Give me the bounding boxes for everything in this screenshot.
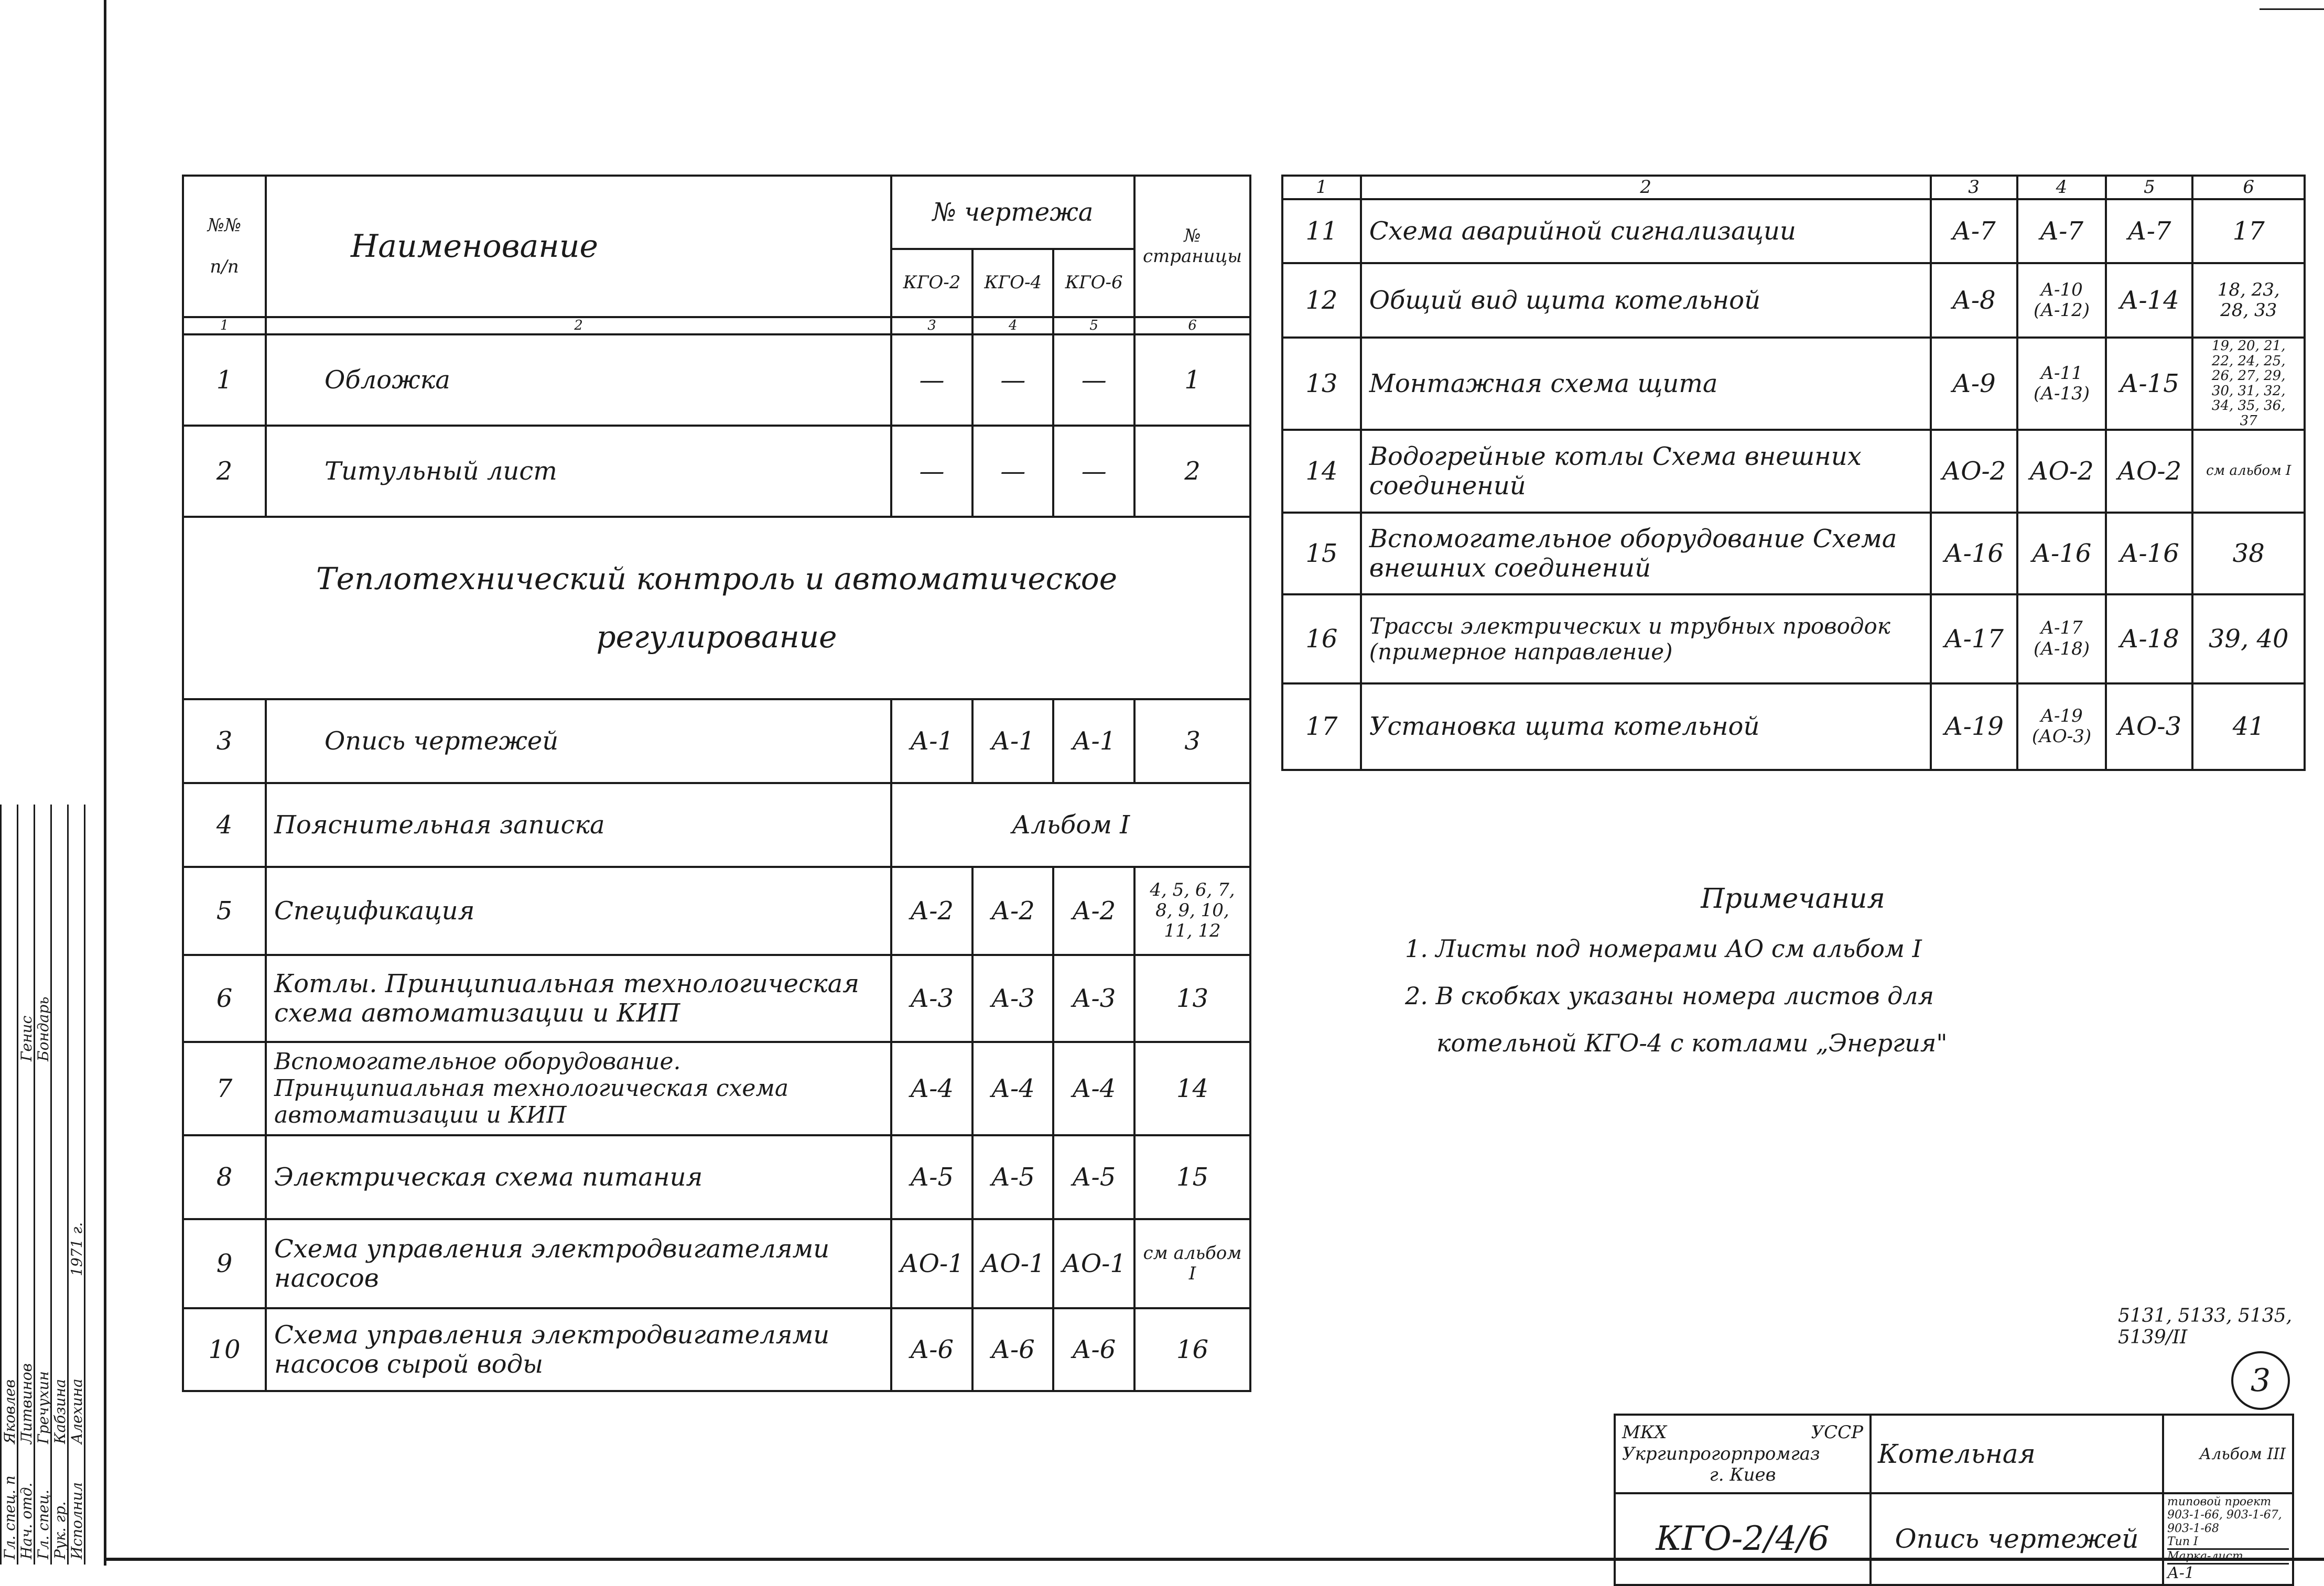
row-name: Вспомогательное оборудование. Принципиальная технологическая схема автоматизации и КИП [266, 1042, 891, 1135]
row-kgo4: А-16 [2017, 513, 2106, 594]
row-kgo2: А-16 [1931, 513, 2017, 594]
column-index: 1 [1282, 176, 1361, 199]
row-kgo4: АО-1 [972, 1219, 1053, 1308]
row-kgo6: А-4 [1053, 1042, 1134, 1135]
row-name: Схема управления электродвигателями насосов сырой воды [266, 1308, 891, 1391]
row-kgo4: А-1 [972, 699, 1053, 783]
table-row [1282, 338, 2305, 430]
note-item: котельной КГО-4 с котлами „Энергия" [1436, 1028, 1948, 1057]
row-number: 9 [183, 1219, 266, 1308]
row-number: 4 [183, 783, 266, 867]
header-drawing-number: № чертежа [891, 176, 1134, 249]
row-name: Общий вид щита котельной [1361, 263, 1931, 338]
title-block [1614, 1414, 2294, 1586]
row-page: 18, 23, 28, 33 [2192, 263, 2305, 338]
album-label: Альбом III [2163, 1415, 2293, 1493]
notes-title: Примечания [1701, 883, 1885, 915]
row-page: 13 [1134, 955, 1250, 1042]
row-kgo2: А-9 [1931, 338, 2017, 430]
signature-name: Яковлев [1, 1379, 18, 1444]
row-kgo2: АО-2 [1931, 430, 2017, 513]
column-index: 6 [2192, 176, 2305, 199]
row-number: 8 [183, 1135, 266, 1219]
table-row [183, 783, 1250, 867]
column-index: 2 [1361, 176, 1931, 199]
row-number: 16 [1282, 594, 1361, 683]
object-name: Котельная [1871, 1415, 2163, 1493]
row-kgo4: А-3 [972, 955, 1053, 1042]
organization-city: г. Киев [1709, 1464, 1776, 1486]
row-name: Спецификация [266, 867, 891, 955]
signature-date: 1971 г. [68, 1222, 85, 1276]
row-name: Электрическая схема питания [266, 1135, 891, 1219]
row-page: 38 [2192, 513, 2305, 594]
row-kgo6: АО-3 [2106, 683, 2192, 770]
row-kgo6: А-5 [1053, 1135, 1134, 1219]
row-kgo2: А-19 [1931, 683, 2017, 770]
document-numbers: 5131, 5133, 5135, 5139/II [2118, 1305, 2293, 1348]
row-name: Обложка [266, 334, 891, 426]
project-cell [2163, 1493, 2293, 1585]
row-kgo4: А-7 [2017, 199, 2106, 263]
row-page: 2 [1134, 426, 1250, 517]
row-kgo2: А-6 [891, 1308, 972, 1391]
row-kgo4: А-2 [972, 867, 1053, 955]
table-row [1282, 683, 2305, 770]
table-row [1282, 263, 2305, 338]
signature-name: Алехина [68, 1378, 85, 1444]
column-index: 5 [1053, 317, 1134, 334]
row-kgo6: А-1 [1053, 699, 1134, 783]
table-row [183, 1135, 1250, 1219]
row-page: 1 [1134, 334, 1250, 426]
header-number-bottom: п/п [210, 256, 239, 277]
header-number-top: №№ [207, 214, 242, 236]
column-index: 4 [972, 317, 1053, 334]
project-numbers: 903-1-66, 903-1-67, 903-1-68 [2167, 1508, 2282, 1535]
row-number: 12 [1282, 263, 1361, 338]
row-number: 2 [183, 426, 266, 517]
subheader-kgo2: КГО-2 [891, 249, 972, 317]
organization-ministry: МКХ [1622, 1421, 1667, 1443]
row-name: Водогрейные котлы Схема внешних соединений [1361, 430, 1931, 513]
table-row [1282, 430, 2305, 513]
row-page: см альбом I [1134, 1219, 1250, 1308]
row-kgo2: А-8 [1931, 263, 2017, 338]
notes-block [1405, 873, 2087, 1067]
row-number: 5 [183, 867, 266, 955]
signature-extra: Бондарь [35, 996, 52, 1061]
row-kgo2: А-1 [891, 699, 972, 783]
row-page: 14 [1134, 1042, 1250, 1135]
project-type: типовой проект [2167, 1495, 2272, 1508]
table-row [1282, 594, 2305, 683]
row-kgo6: А-16 [2106, 513, 2192, 594]
signature-role: Гл. спец. п [1, 1475, 18, 1559]
drawing-title: Опись чертежей [1871, 1493, 2163, 1585]
signature-role: Нач. отд. [18, 1482, 35, 1559]
column-index: 3 [891, 317, 972, 334]
row-kgo6: — [1053, 426, 1134, 517]
row-kgo2: А-7 [1931, 199, 2017, 263]
signature-role: Гл. спец. [35, 1490, 52, 1559]
row-kgo4: А-6 [972, 1308, 1053, 1391]
row-kgo2: АО-1 [891, 1219, 972, 1308]
row-number: 11 [1282, 199, 1361, 263]
organization-republic: УССР [1811, 1421, 1863, 1443]
header-page-number: № страницы [1134, 176, 1250, 317]
row-number: 15 [1282, 513, 1361, 594]
project-tip: Тип I [2167, 1535, 2198, 1548]
row-name: Титульный лист [266, 426, 891, 517]
table-row [183, 334, 1250, 426]
table-row [183, 867, 1250, 955]
row-name: Вспомогательное оборудование Схема внешних соединений [1361, 513, 1931, 594]
column-index: 4 [2017, 176, 2106, 199]
table-row [1282, 199, 2305, 263]
row-name: Трассы электрических и трубных проводок (примерное направление) [1361, 594, 1931, 683]
mark-value: А-1 [2167, 1563, 2289, 1583]
row-name: Монтажная схема щита [1361, 338, 1931, 430]
row-page: 3 [1134, 699, 1250, 783]
row-number: 7 [183, 1042, 266, 1135]
row-kgo6: А-2 [1053, 867, 1134, 955]
drawings-index-table-right [1281, 175, 2306, 771]
note-item: 2. В скобках указаны номера листов для [1405, 982, 1934, 1011]
row-kgo4: — [972, 334, 1053, 426]
row-page: 19, 20, 21, 22, 24, 25, 26, 27, 29, 30, 31, 32, 34, 35, 36, 37 [2192, 338, 2305, 430]
frame-left-border [104, 0, 106, 1566]
column-index: 6 [1134, 317, 1250, 334]
row-name: Установка щита котельной [1361, 683, 1931, 770]
row-kgo4: А-10 (А-12) [2017, 263, 2106, 338]
row-kgo6: АО-1 [1053, 1219, 1134, 1308]
row-kgo2: — [891, 426, 972, 517]
table-row [1282, 513, 2305, 594]
row-number: 17 [1282, 683, 1361, 770]
row-kgo2: А-5 [891, 1135, 972, 1219]
organization-cell [1615, 1415, 1871, 1493]
column-index: 5 [2106, 176, 2192, 199]
header-name: Наименование [266, 176, 891, 317]
row-kgo2: А-17 [1931, 594, 2017, 683]
row-page: 39, 40 [2192, 594, 2305, 683]
row-kgo6: А-18 [2106, 594, 2192, 683]
row-page: 16 [1134, 1308, 1250, 1391]
table-row [183, 1042, 1250, 1135]
column-index: 3 [1931, 176, 2017, 199]
row-kgo4: А-17 (А-18) [2017, 594, 2106, 683]
column-index: 2 [266, 317, 891, 334]
signature-extra: Генис [18, 1015, 35, 1061]
row-name: Котлы. Принципиальная технологическая схема автоматизации и КИП [266, 955, 891, 1042]
section-heading: Теплотехнический контроль и автоматическое регулирование [183, 517, 1250, 699]
row-number: 14 [1282, 430, 1361, 513]
row-page: 4, 5, 6, 7, 8, 9, 10, 11, 12 [1134, 867, 1250, 955]
table-row [183, 1219, 1250, 1308]
row-kgo2: — [891, 334, 972, 426]
row-kgo4: А-5 [972, 1135, 1053, 1219]
row-page: 17 [2192, 199, 2305, 263]
subheader-kgo4: КГО-4 [972, 249, 1053, 317]
drawing-code: КГО-2/4/6 [1615, 1493, 1871, 1585]
subheader-kgo6: КГО-6 [1053, 249, 1134, 317]
header-number [183, 176, 266, 317]
row-name: Пояснительная записка [266, 783, 891, 867]
row-name: Схема аварийной сигнализации [1361, 199, 1931, 263]
frame-top-border [2260, 8, 2324, 10]
row-number: 1 [183, 334, 266, 426]
row-kgo2: А-4 [891, 1042, 972, 1135]
signature-name: Литвинов [18, 1363, 35, 1444]
table-row [183, 1308, 1250, 1391]
signature-role: Рук. гр. [51, 1501, 69, 1559]
table-row [183, 955, 1250, 1042]
row-kgo4: АО-2 [2017, 430, 2106, 513]
row-kgo4: А-19 (АО-3) [2017, 683, 2106, 770]
sheet-number: 3 [2231, 1351, 2290, 1410]
row-number: 3 [183, 699, 266, 783]
side-signature-strip [0, 805, 103, 1565]
row-kgo6: А-15 [2106, 338, 2192, 430]
row-page: см альбом I [2192, 430, 2305, 513]
column-index: 1 [183, 317, 266, 334]
row-kgo6: А-14 [2106, 263, 2192, 338]
row-kgo6: А-7 [2106, 199, 2192, 263]
row-kgo6: — [1053, 334, 1134, 426]
row-name: Опись чертежей [266, 699, 891, 783]
row-number: 13 [1282, 338, 1361, 430]
mark-label: Марка-лист [2167, 1548, 2289, 1563]
row-album-reference: Альбом I [891, 783, 1250, 867]
row-page: 41 [2192, 683, 2305, 770]
table-row [183, 699, 1250, 783]
row-kgo2: А-3 [891, 955, 972, 1042]
row-kgo4: А-11 (А-13) [2017, 338, 2106, 430]
row-page: 15 [1134, 1135, 1250, 1219]
row-kgo2: А-2 [891, 867, 972, 955]
drawings-index-table-left [182, 175, 1251, 1392]
row-kgo6: А-6 [1053, 1308, 1134, 1391]
signature-name: Гречухин [35, 1371, 52, 1444]
signature-name: Кабзина [51, 1379, 69, 1444]
signature-role: Исполнил [68, 1482, 85, 1559]
row-kgo4: А-4 [972, 1042, 1053, 1135]
note-item: 1. Листы под номерами АО см альбом I [1405, 935, 1922, 963]
row-kgo6: А-3 [1053, 955, 1134, 1042]
row-kgo4: — [972, 426, 1053, 517]
table-row [183, 426, 1250, 517]
organization-name: Укргипрогорпромгаз [1622, 1443, 1820, 1464]
row-name: Схема управления электродвигателями насосов [266, 1219, 891, 1308]
row-kgo6: АО-2 [2106, 430, 2192, 513]
row-number: 6 [183, 955, 266, 1042]
row-number: 10 [183, 1308, 266, 1391]
